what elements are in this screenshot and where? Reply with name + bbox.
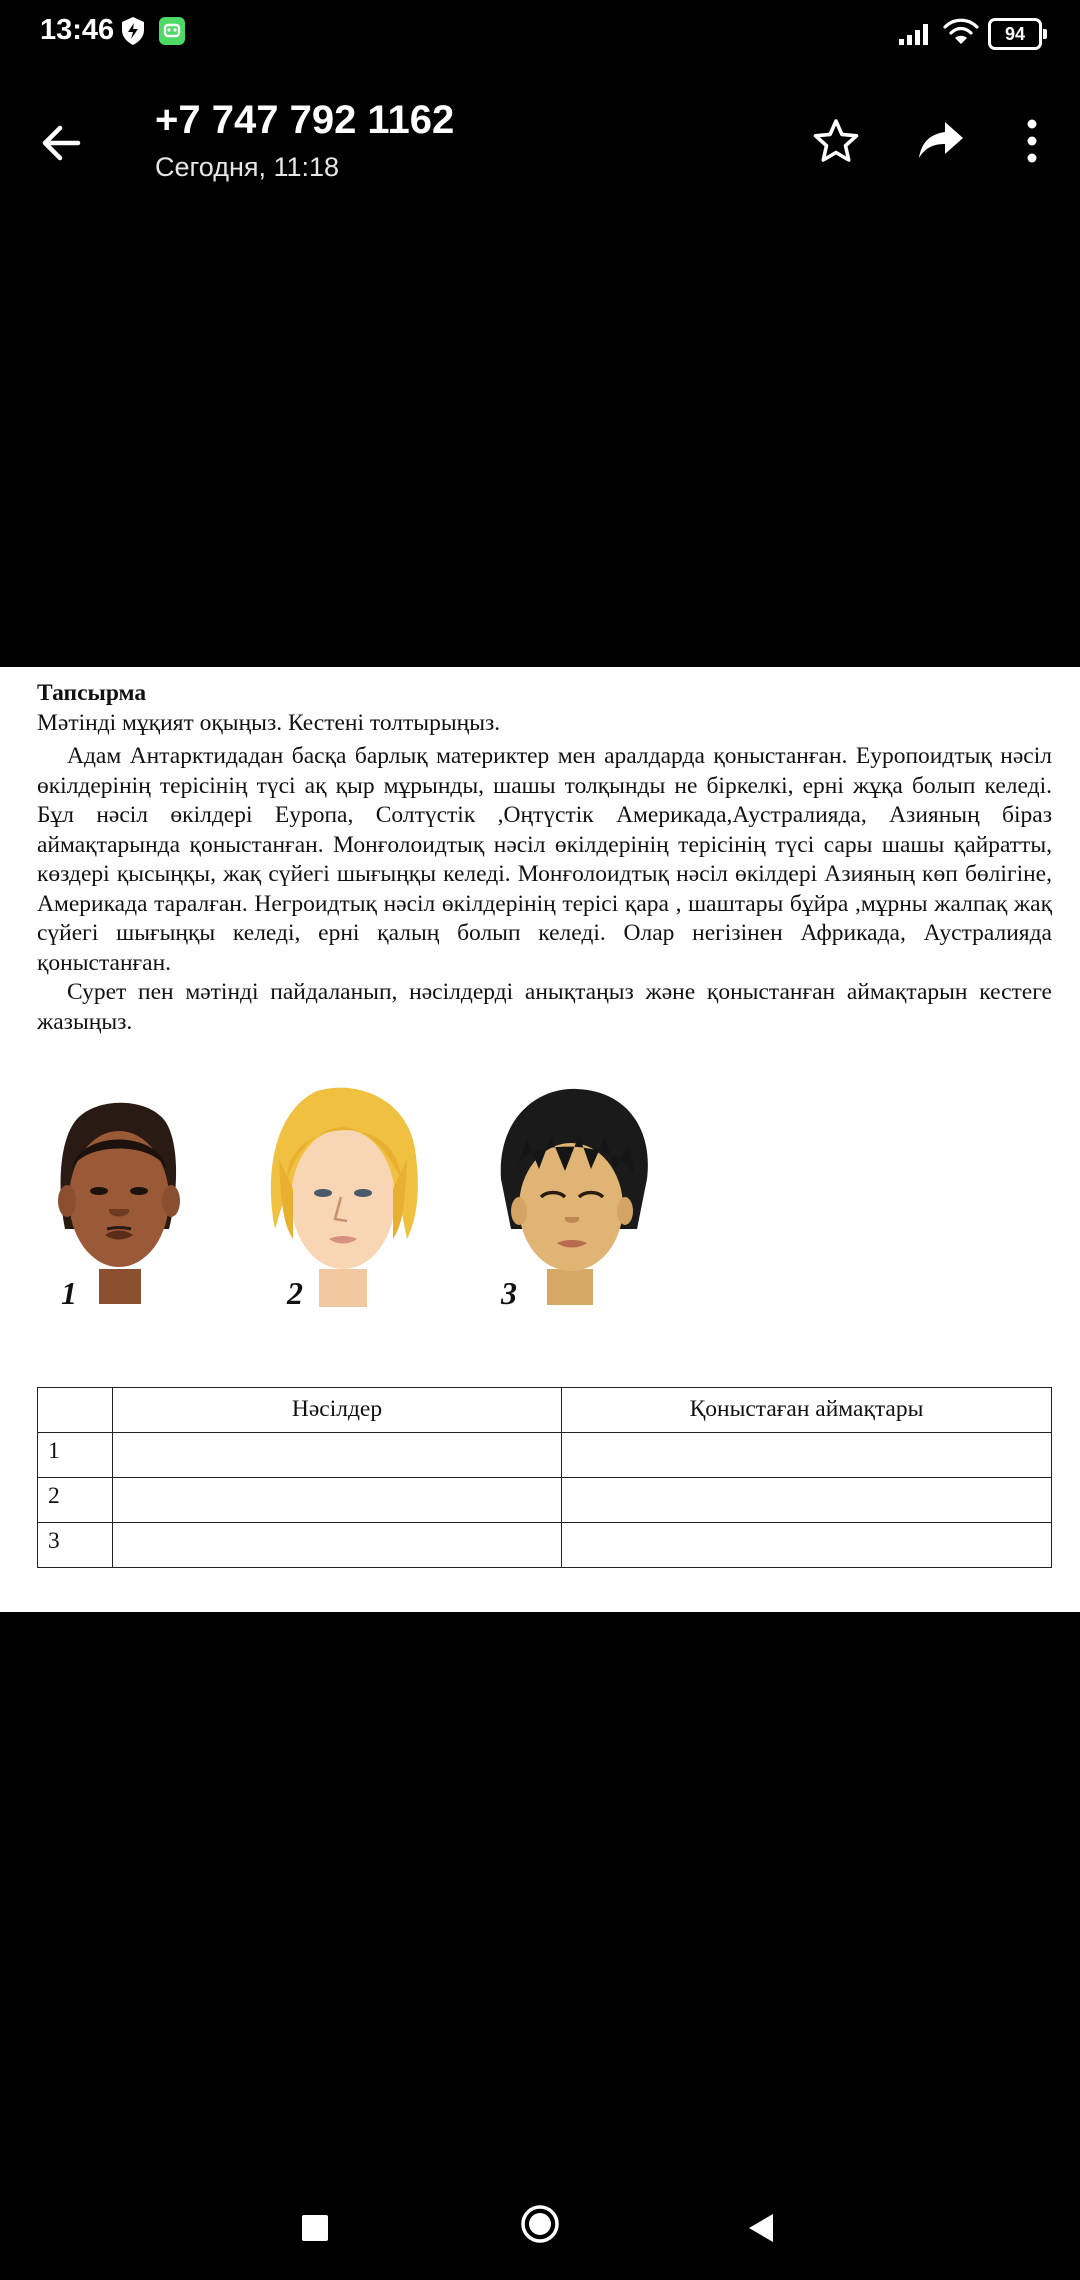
more-options-icon[interactable] bbox=[1020, 116, 1044, 171]
shield-bolt-icon bbox=[120, 16, 146, 51]
home-button[interactable] bbox=[520, 2204, 560, 2249]
sender-title: +7 747 792 1162 bbox=[155, 98, 455, 142]
back-button[interactable] bbox=[36, 118, 86, 173]
battery-indicator: 94 bbox=[988, 18, 1042, 50]
app-notification-icon bbox=[158, 16, 186, 51]
message-date: Сегодня, 11:18 bbox=[155, 152, 340, 182]
document-image[interactable] bbox=[0, 667, 1080, 1612]
recents-button[interactable] bbox=[300, 2213, 330, 2248]
table-cell-number: 3 bbox=[38, 1523, 113, 1568]
star-icon[interactable] bbox=[811, 116, 861, 171]
system-navigation-bar bbox=[0, 2180, 1080, 2280]
table-row bbox=[38, 1478, 1052, 1523]
table-cell-region bbox=[562, 1478, 1052, 1523]
face-1-label: 1 bbox=[61, 1275, 77, 1311]
doc-paragraph-1: Адам Антарктидадан басқа барлық материктер мен аралдарда қоныстанған. Еуропоидтық нәсіл өкілдерінің терісінің түсі ақ қыр мұрынды, шашы толқынды не біркелкі, ерні жұқа болып келеді. Бұл нәсіл өкілдері Еуропа, Солтүстік ,Оңтүстік Америкада,Аустралияда, Азияның біраз аймақтарында қоныстанған. Монғолоидтық нәсіл өкілдерінің терісінің түсі сары шашы қайратты, көздері қысыңқы, жақ сүйегі шығыңқы келеді. Монғолоидтық нәсіл өкілдері Азияның көп бөлігіне, Америкада таралған. Негроидтық нәсіл өкілдерінің терісі қара , шаштары бұйра ,мұрны жалпақ жақ сүйегі шығыңқы келеді, ерні қалың болып келеді. Олар негізінен Африкада, Аустралияда қоныстанған. bbox=[37, 743, 1052, 976]
answer-table bbox=[37, 1387, 1052, 1568]
table-header-races: Нәсілдер bbox=[113, 1388, 562, 1433]
face-2-label: 2 bbox=[287, 1275, 303, 1311]
faces-illustration bbox=[37, 1079, 677, 1319]
wifi-icon bbox=[943, 18, 979, 51]
table-cell-race bbox=[113, 1523, 562, 1568]
table-cell-number: 1 bbox=[38, 1433, 113, 1478]
table-cell-region bbox=[562, 1433, 1052, 1478]
back-nav-button[interactable] bbox=[746, 2212, 776, 2249]
signal-icon bbox=[898, 20, 932, 51]
table-header-number bbox=[38, 1388, 113, 1433]
table-cell-region bbox=[562, 1523, 1052, 1568]
table-header-regions: Қоныстаған аймақтары bbox=[562, 1388, 1052, 1433]
viewer-header bbox=[0, 78, 1080, 208]
face-1-illustration bbox=[37, 1079, 197, 1328]
table-row bbox=[38, 1433, 1052, 1478]
table-cell-race bbox=[113, 1433, 562, 1478]
face-3-label: 3 bbox=[501, 1275, 517, 1311]
doc-instruction: Мәтінді мұқият оқыңыз. Кестені толтырыңыз. bbox=[37, 709, 501, 736]
doc-paragraph-2: Сурет пен мәтінді пайдаланып, нәсілдерді анықтаңыз және қоныстанған аймақтарын кестеге жазыңыз. bbox=[37, 979, 1052, 1035]
doc-heading: Тапсырма bbox=[37, 680, 147, 706]
share-icon[interactable] bbox=[915, 116, 967, 171]
face-2-illustration bbox=[257, 1079, 427, 1328]
status-bar bbox=[0, 0, 1080, 66]
table-cell-race bbox=[113, 1478, 562, 1523]
face-3-illustration bbox=[487, 1079, 657, 1328]
table-cell-number: 2 bbox=[38, 1478, 113, 1523]
status-time: 13:46 bbox=[40, 14, 115, 46]
table-header-row bbox=[38, 1388, 1052, 1433]
table-row bbox=[38, 1523, 1052, 1568]
